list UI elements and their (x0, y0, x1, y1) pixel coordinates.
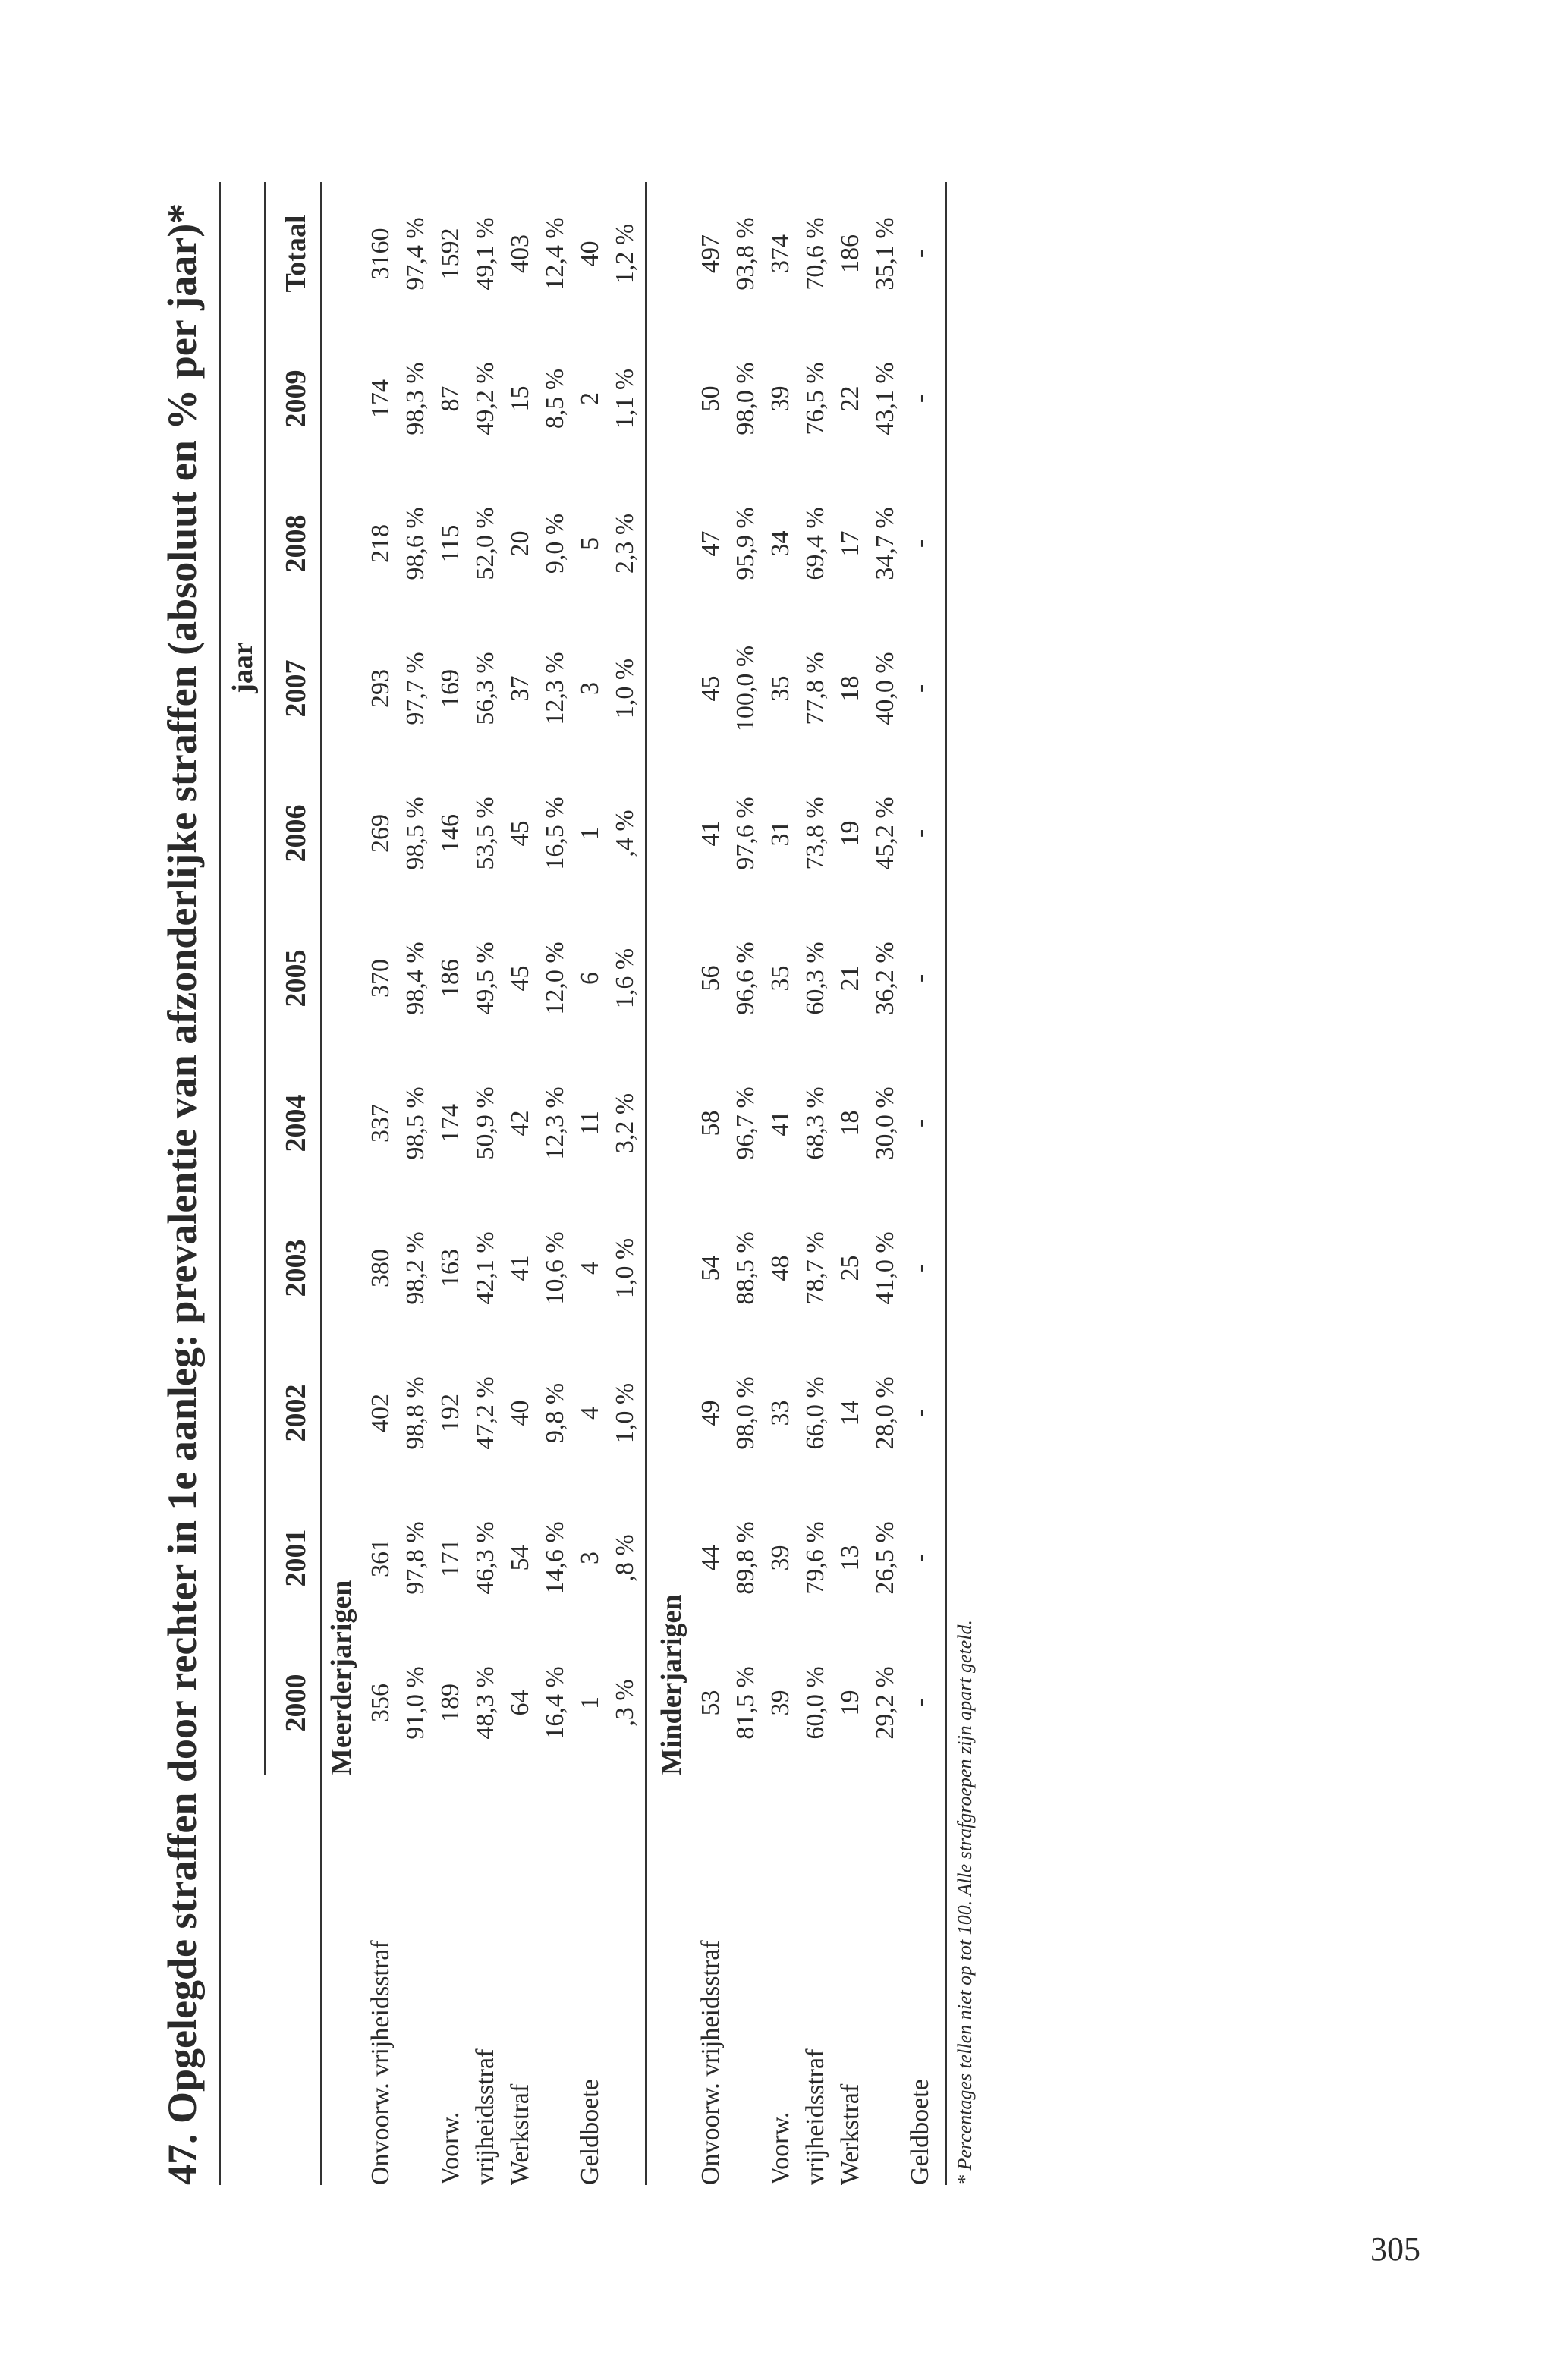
table-cell: 3,2 % (611, 1093, 639, 1154)
table-cell: 174 (366, 379, 395, 418)
table-cell: 98,6 % (401, 507, 429, 580)
table-cell: 171 (436, 1539, 464, 1577)
table-cell: 41 (766, 1110, 794, 1137)
page-number: 305 (1370, 2231, 1420, 2268)
table-cell: 8,5 % (541, 368, 569, 429)
table-cell: 31 (766, 820, 794, 847)
table-cell: 269 (366, 814, 395, 853)
table-cell: 4 (576, 1262, 604, 1275)
table-cell: 186 (436, 959, 464, 998)
table-cell: 218 (366, 524, 395, 563)
table-cell: 1,0 % (611, 1237, 639, 1299)
year-header-2000: 2000 (280, 1674, 312, 1732)
table-cell: 54 (506, 1545, 534, 1571)
table-cell: 98,3 % (401, 362, 429, 435)
table-cell: 3 (576, 1552, 604, 1564)
table-cell: 1,6 % (611, 948, 639, 1009)
table-cell: - (906, 1553, 934, 1563)
jaar-rule (264, 182, 266, 1775)
table-cell: 49,5 % (471, 942, 499, 1015)
row-label: Werkstraf (506, 2083, 534, 2185)
table-cell: 21 (836, 965, 864, 992)
table-cell: - (906, 1263, 934, 1273)
table-cell: 73,8 % (801, 797, 829, 870)
table-cell: 14 (836, 1400, 864, 1426)
table-cell: 41,0 % (871, 1231, 899, 1305)
year-header-2005: 2005 (280, 949, 312, 1008)
table-cell: 64 (506, 1690, 534, 1716)
table-cell: 16,4 % (541, 1666, 569, 1740)
table-cell: 78,7 % (801, 1231, 829, 1305)
table-cell: - (906, 1118, 934, 1128)
table-cell: 60,0 % (801, 1666, 829, 1740)
table-cell: ,8 % (611, 1534, 639, 1582)
table-cell: 16,5 % (541, 797, 569, 870)
table-cell: 25 (836, 1255, 864, 1281)
table-cell: 35 (766, 965, 794, 992)
table-cell: 95,9 % (731, 507, 760, 580)
table-cell: 9,0 % (541, 513, 569, 574)
table-cell: 33 (766, 1400, 794, 1426)
table-cell: 1,0 % (611, 658, 639, 719)
table-cell: 186 (836, 234, 864, 273)
table-cell: 39 (766, 1690, 794, 1716)
table-title: 47. Opgelegde straffen door rechter in 1e aanleg: prevalentie van afzonderlijke straffen (absoluut en % per jaar)* (159, 203, 205, 2185)
table-cell: 19 (836, 1690, 864, 1716)
table-cell: 20 (506, 530, 534, 557)
year-header-2008: 2008 (280, 514, 312, 573)
table-cell: 56 (697, 965, 725, 992)
table-cell: 356 (366, 1684, 395, 1722)
table-cell: 1592 (436, 228, 464, 280)
table-cell: 12,4 % (541, 217, 569, 291)
table-cell: 46,3 % (471, 1521, 499, 1595)
year-header-totaal: Totaal (280, 215, 312, 293)
table-cell: 97,6 % (731, 797, 760, 870)
table-cell: 30,0 % (871, 1086, 899, 1160)
table-cell: 34 (766, 530, 794, 557)
table-cell: 45 (506, 820, 534, 847)
table-cell: 98,0 % (731, 362, 760, 435)
table-cell: 497 (697, 234, 725, 273)
table-cell: 18 (836, 1110, 864, 1137)
jaar-header: jaar (227, 642, 259, 693)
table-cell: - (906, 684, 934, 693)
table-cell: 34,7 % (871, 507, 899, 580)
table-cell: 337 (366, 1104, 395, 1143)
year-header-2003: 2003 (280, 1239, 312, 1297)
table-cell: - (906, 539, 934, 549)
table-cell: 4 (576, 1407, 604, 1420)
row-label: Onvoorw. vrijheidsstraf (366, 1940, 395, 2185)
table-cell: 98,4 % (401, 942, 429, 1015)
table-cell: 39 (766, 385, 794, 412)
year-header-2007: 2007 (280, 659, 312, 718)
table-cell: 45 (697, 675, 725, 702)
table-cell: 81,5 % (731, 1666, 760, 1740)
table-cell: 54 (697, 1255, 725, 1281)
table-cell: - (906, 1698, 934, 1708)
table-cell: 68,3 % (801, 1086, 829, 1160)
table-cell: 60,3 % (801, 942, 829, 1015)
row-label: vrijheidsstraf (471, 2048, 499, 2185)
table-cell: 69,4 % (801, 507, 829, 580)
table-cell: 15 (506, 385, 534, 412)
table-cell: 189 (436, 1684, 464, 1722)
table-cell: 42,1 % (471, 1231, 499, 1305)
table-cell: 39 (766, 1545, 794, 1571)
table-cell: 1 (576, 827, 604, 840)
table-cell: 3 (576, 682, 604, 695)
table-cell: 192 (436, 1394, 464, 1432)
table-cell: 19 (836, 820, 864, 847)
table-cell: 58 (697, 1110, 725, 1137)
table-cell: 14,6 % (541, 1521, 569, 1595)
table-cell: 98,8 % (401, 1376, 429, 1450)
table-cell: 169 (436, 669, 464, 708)
table-cell: 100,0 % (731, 645, 760, 732)
table-cell: 1,0 % (611, 1382, 639, 1444)
header-rule (320, 182, 322, 2185)
section-heading: Minderjarigen (656, 1594, 687, 1775)
table-cell: 43,1 % (871, 362, 899, 435)
row-label: Onvoorw. vrijheidsstraf (697, 1940, 725, 2185)
table-cell: 3160 (366, 228, 395, 280)
table-cell: 2 (576, 392, 604, 405)
rotated-table-page (152, 182, 976, 2185)
table-cell: 5 (576, 537, 604, 550)
table-cell: 403 (506, 234, 534, 273)
footnote: * Percentages tellen niet op tot 100. Alle strafgroepen zijn apart geteld. (954, 1620, 976, 2185)
table-cell: - (906, 973, 934, 983)
section-heading: Meerderjarigen (326, 1580, 357, 1775)
table-cell: 76,5 % (801, 362, 829, 435)
table-cell: - (906, 1408, 934, 1418)
table-cell: 98,2 % (401, 1231, 429, 1305)
table-cell: - (906, 828, 934, 838)
year-header-2004: 2004 (280, 1094, 312, 1152)
table-cell: 18 (836, 675, 864, 702)
bottom-rule (945, 182, 947, 2185)
table-cell: 98,0 % (731, 1376, 760, 1450)
row-label: Voorw. (766, 2111, 794, 2185)
table-cell: 40,0 % (871, 652, 899, 725)
table-cell: 163 (436, 1249, 464, 1287)
row-label: Voorw. (436, 2111, 464, 2185)
table-cell: 1 (576, 1696, 604, 1709)
table-cell: 146 (436, 814, 464, 853)
table-cell: 1,1 % (611, 368, 639, 429)
table-cell: 48,3 % (471, 1666, 499, 1740)
year-header-2002: 2002 (280, 1384, 312, 1442)
table-cell: 174 (436, 1104, 464, 1143)
table-cell: 77,8 % (801, 652, 829, 725)
table-cell: 10,6 % (541, 1231, 569, 1305)
table-cell: 98,5 % (401, 797, 429, 870)
row-label: Geldboete (906, 2079, 934, 2185)
table-cell: 47,2 % (471, 1376, 499, 1450)
table-cell: 98,5 % (401, 1086, 429, 1160)
table-cell: 96,7 % (731, 1086, 760, 1160)
table-cell: 11 (576, 1111, 604, 1136)
table-cell: ,4 % (611, 810, 639, 857)
table-cell: - (906, 249, 934, 259)
table-cell: 91,0 % (401, 1666, 429, 1740)
table-cell: 2,3 % (611, 513, 639, 574)
table-cell: 370 (366, 959, 395, 998)
year-header-2009: 2009 (280, 369, 312, 428)
table-cell: ,3 % (611, 1679, 639, 1727)
table-cell: 12,3 % (541, 1086, 569, 1160)
table-cell: 93,8 % (731, 217, 760, 291)
table-cell: 402 (366, 1394, 395, 1432)
table-cell: 56,3 % (471, 652, 499, 725)
table-cell: 79,6 % (801, 1521, 829, 1595)
table-cell: 9,8 % (541, 1382, 569, 1444)
table-cell: 12,3 % (541, 652, 569, 725)
table-cell: 28,0 % (871, 1376, 899, 1450)
table-cell: 49 (697, 1400, 725, 1426)
table-cell: 36,2 % (871, 942, 899, 1015)
table-cell: 44 (697, 1545, 725, 1571)
table-cell: 6 (576, 972, 604, 985)
table-cell: 96,6 % (731, 942, 760, 1015)
table-cell: 50,9 % (471, 1086, 499, 1160)
table-cell: 35,1 % (871, 217, 899, 291)
table-cell: 115 (436, 524, 464, 563)
table-cell: 87 (436, 385, 464, 412)
table-cell: 48 (766, 1255, 794, 1281)
top-rule (219, 182, 221, 2185)
table-cell: 41 (697, 820, 725, 847)
table-cell: 29,2 % (871, 1666, 899, 1740)
row-label: Werkstraf (836, 2083, 864, 2185)
table-cell: 41 (506, 1255, 534, 1281)
table-cell: 88,5 % (731, 1231, 760, 1305)
year-header-2006: 2006 (280, 804, 312, 863)
table-cell: 35 (766, 675, 794, 702)
year-header-2001: 2001 (280, 1529, 312, 1587)
table-cell: 53,5 % (471, 797, 499, 870)
table-cell: - (906, 394, 934, 404)
table-cell: 17 (836, 530, 864, 557)
table-cell: 50 (697, 385, 725, 412)
table-cell: 49,1 % (471, 217, 499, 291)
row-label: Geldboete (576, 2079, 604, 2185)
table-cell: 13 (836, 1545, 864, 1571)
table-cell: 293 (366, 669, 395, 708)
table-cell: 40 (576, 241, 604, 267)
table-cell: 97,4 % (401, 217, 429, 291)
table-cell: 45,2 % (871, 797, 899, 870)
table-cell: 37 (506, 675, 534, 702)
table-cell: 97,8 % (401, 1521, 429, 1595)
table-cell: 40 (506, 1400, 534, 1426)
table-cell: 66,0 % (801, 1376, 829, 1450)
table-cell: 97,7 % (401, 652, 429, 725)
table-cell: 374 (766, 234, 794, 273)
table-cell: 70,6 % (801, 217, 829, 291)
table-cell: 89,8 % (731, 1521, 760, 1595)
table-cell: 26,5 % (871, 1521, 899, 1595)
table-cell: 12,0 % (541, 942, 569, 1015)
table-cell: 49,2 % (471, 362, 499, 435)
table-cell: 380 (366, 1249, 395, 1287)
row-label: vrijheidsstraf (801, 2048, 829, 2185)
table-cell: 45 (506, 965, 534, 992)
table-cell: 47 (697, 530, 725, 557)
table-cell: 1,2 % (611, 223, 639, 285)
section-divider-rule (645, 182, 647, 2185)
table-cell: 52,0 % (471, 507, 499, 580)
table-cell: 42 (506, 1110, 534, 1137)
table-cell: 361 (366, 1539, 395, 1577)
table-cell: 53 (697, 1690, 725, 1716)
table-cell: 22 (836, 385, 864, 412)
